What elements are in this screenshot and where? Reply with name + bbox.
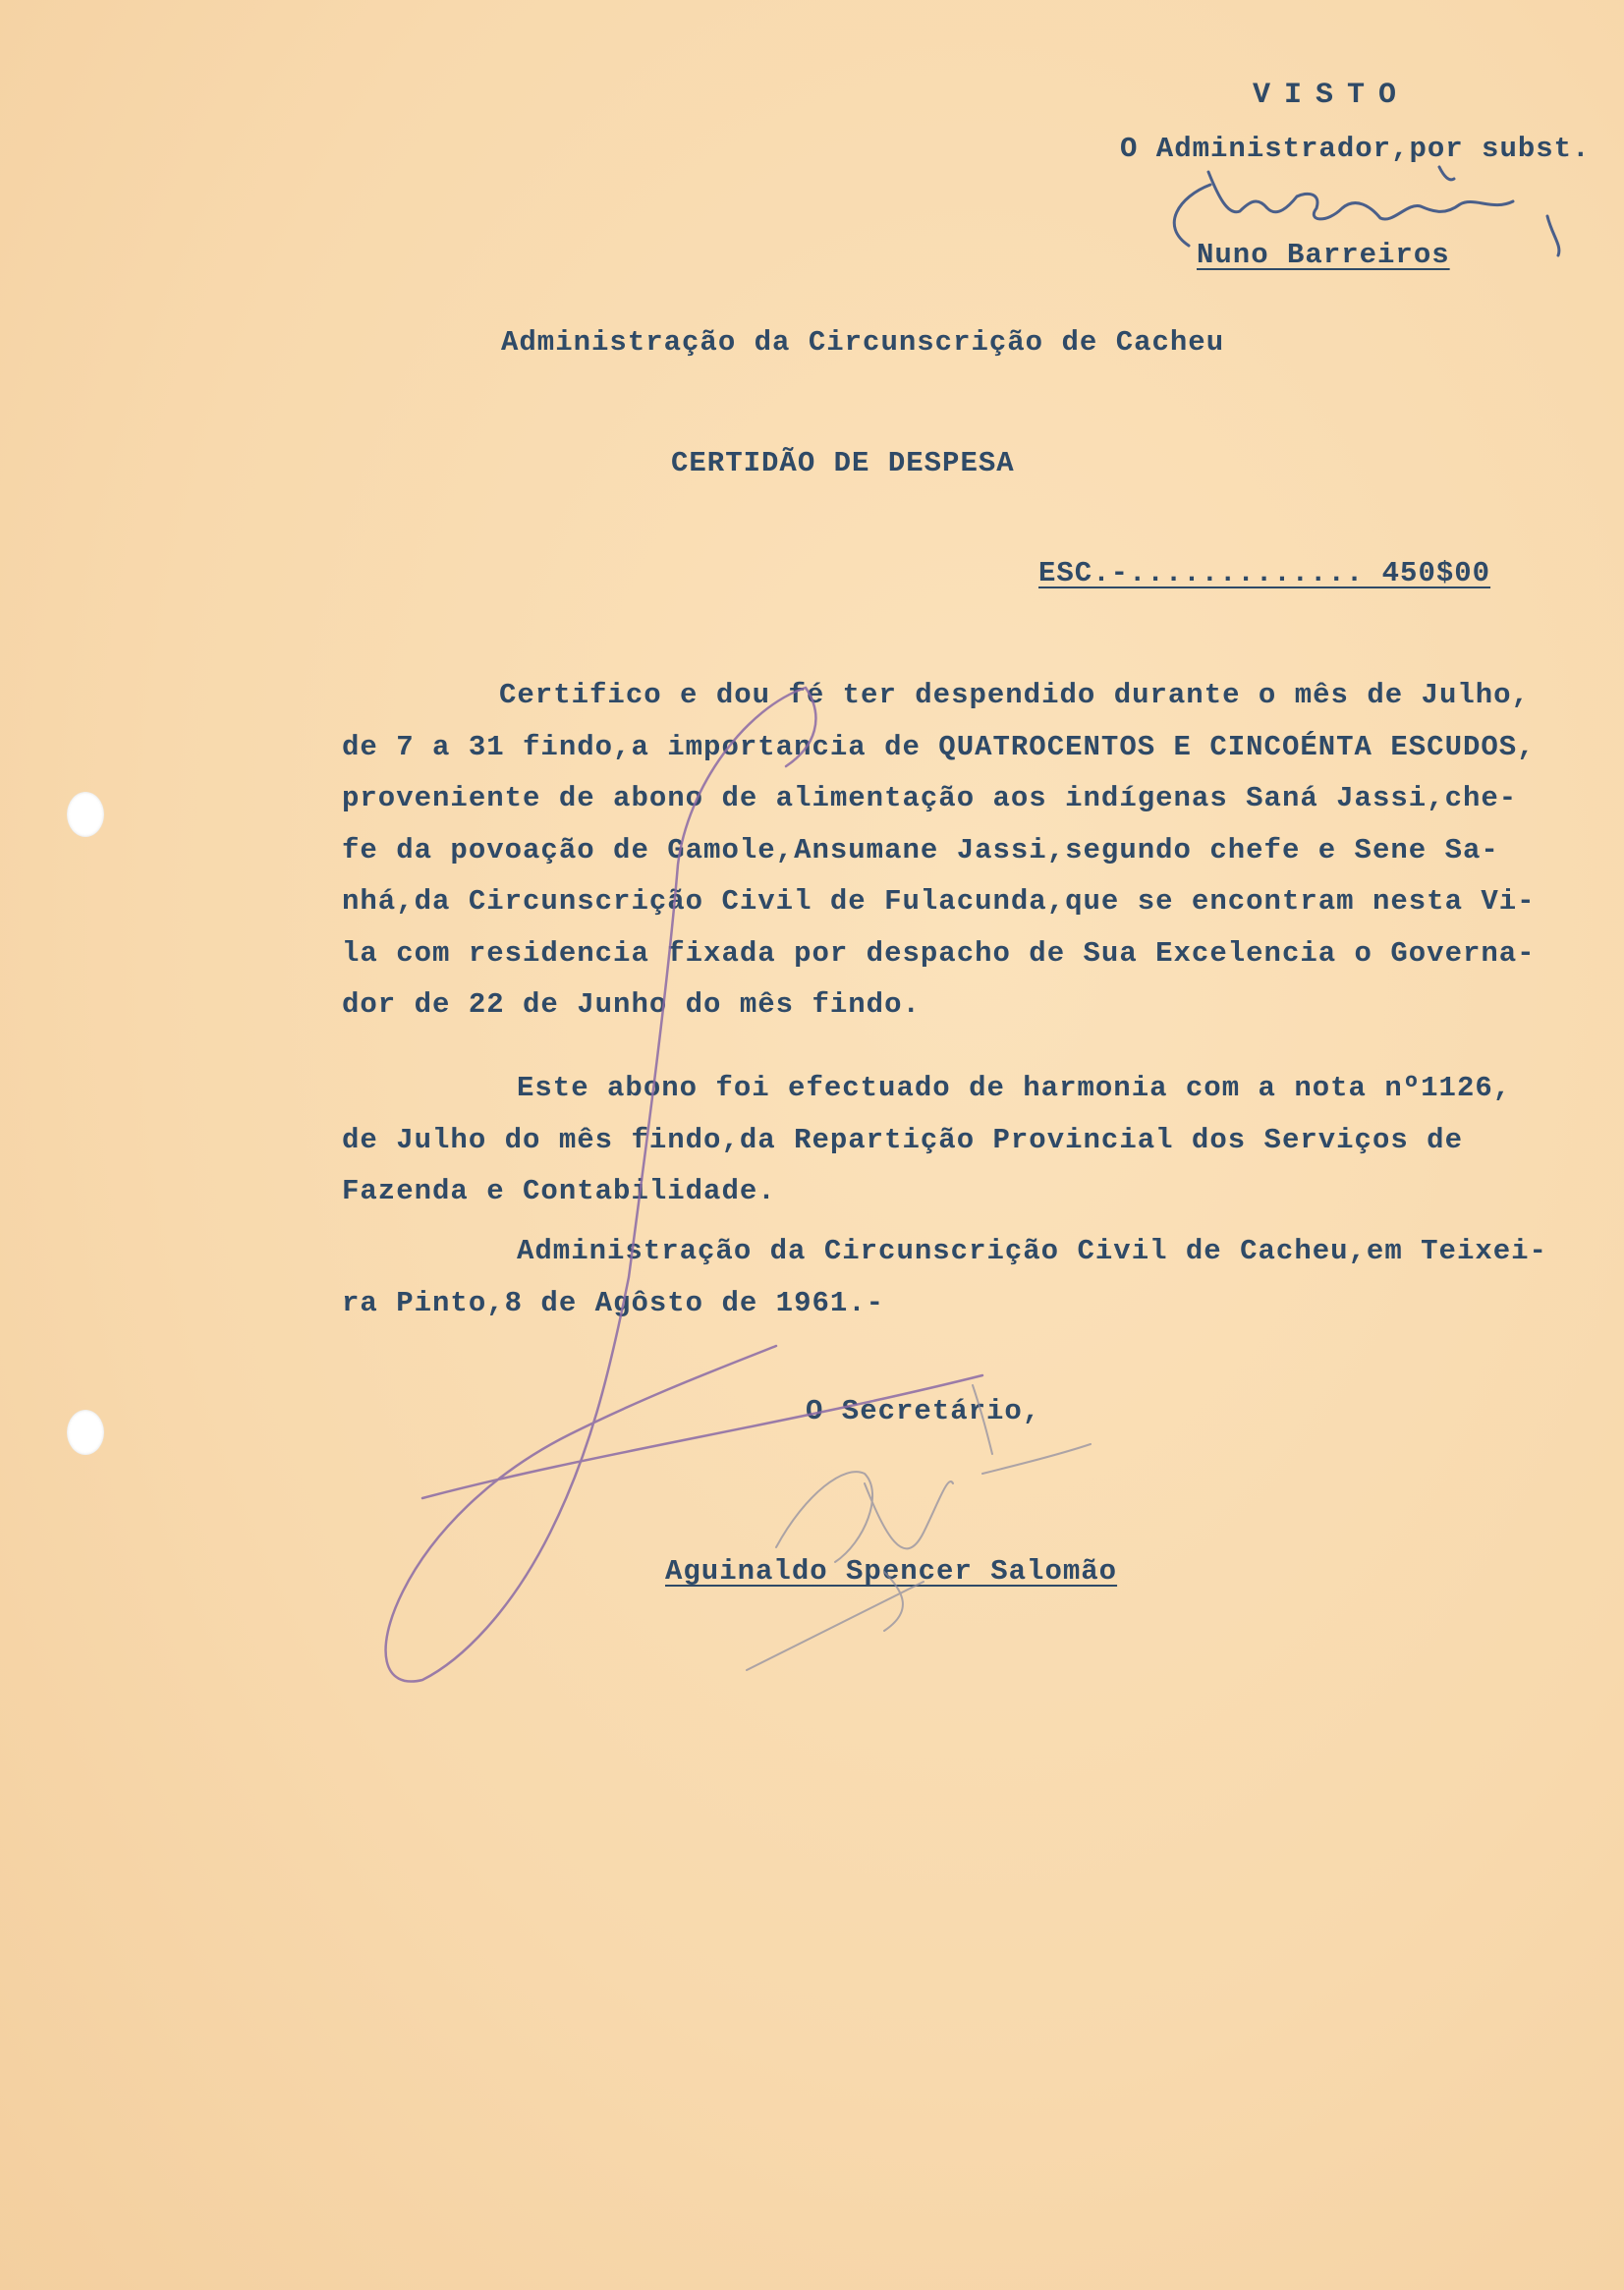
paragraph-line: Administração da Circunscrição Civil de Cacheu,em Teixei- [517,1235,1547,1267]
amount-line: ESC.-............. 450$00 [1038,557,1491,589]
paragraph-line: ra Pinto,8 de Agôsto de 1961.- [342,1286,885,1319]
secretary-closing: O Secretário, [806,1395,1041,1427]
place-date-paragraph [342,1226,1619,1329]
paragraph-line: Certifico e dou fé ter despendido durante o mês de Julho, [499,679,1530,711]
visto-heading: VISTO [1253,79,1411,112]
office-heading: Administração da Circunscrição de Cacheu [501,326,1225,359]
paragraph-line: dor de 22 de Junho do mês findo. [342,988,921,1021]
paragraph-line: proveniente de abono de alimentação aos indígenas Saná Jassi,che- [342,782,1518,814]
paragraph-line: de 7 a 31 findo,a importancia de QUATROCENTOS E CINCOÉNTA ESCUDOS, [342,730,1536,763]
certification-paragraph [342,670,1619,1032]
administrator-role: O Administrador,por subst. [1120,133,1591,165]
paragraph-line: la com residencia fixada por despacho de Sua Excelencia o Governa- [342,936,1536,970]
punch-hole-top [67,792,104,837]
paragraph-line: nhá,da Circunscrição Civil de Fulacunda,que se encontram nesta Vi- [342,885,1536,918]
paragraph-line: de Julho do mês findo,da Repartição Provincial dos Serviços de [342,1123,1463,1156]
paragraph-line: Este abono foi efectuado de harmonia com a nota nº1126, [517,1072,1512,1104]
secretary-name: Aguinaldo Spencer Salomão [665,1555,1118,1588]
allowance-paragraph [342,1063,1619,1218]
document-title: CERTIDÃO DE DESPESA [671,447,1015,479]
paragraph-line: Fazenda e Contabilidade. [342,1175,776,1207]
punch-hole-bottom [67,1410,104,1455]
paragraph-line: fe da povoação de Gamole,Ansumane Jassi,segundo chefe e Sene Sa- [342,833,1499,866]
administrator-name: Nuno Barreiros [1197,239,1450,271]
